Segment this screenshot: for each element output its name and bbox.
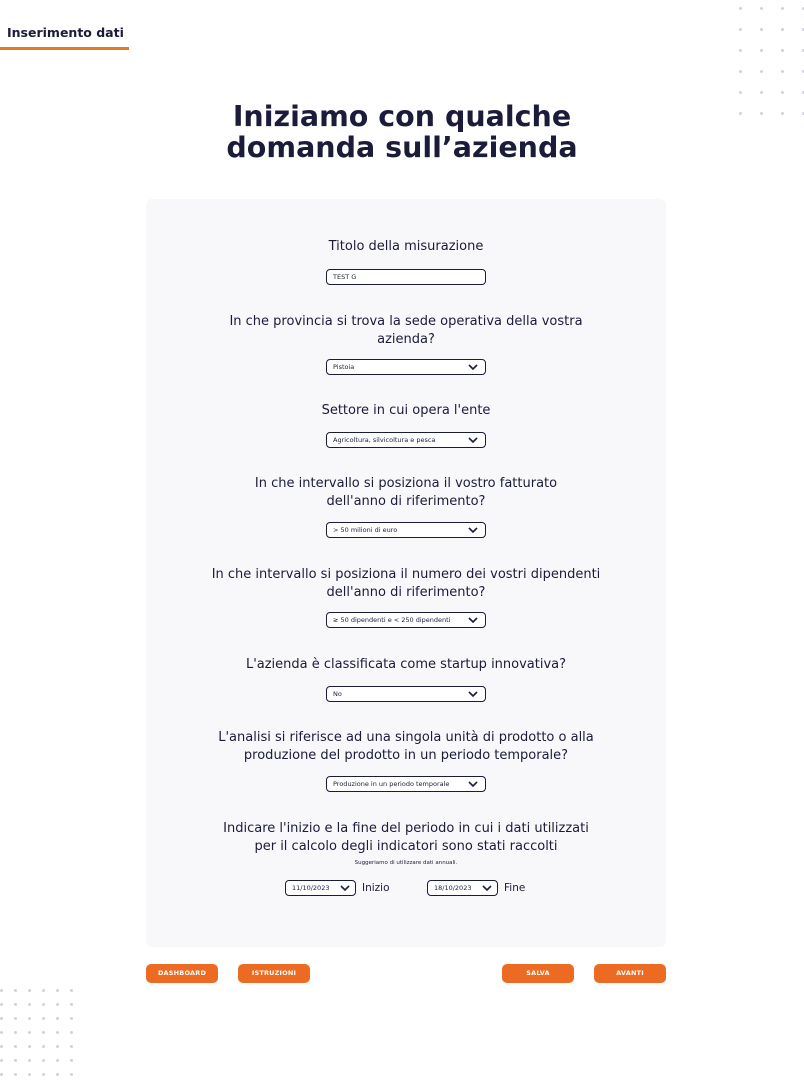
period-question: Indicare l'inizio e la fine del periodo in cui i dati utilizzati per il calcolo degli indicatori sono stati raccolti: [223, 821, 589, 854]
startup-select-value: No: [333, 690, 342, 698]
period-hint: Suggeriamo di utilizzare dati annuali.: [354, 860, 458, 866]
end-date-label: Fine: [504, 882, 526, 894]
tab-inserimento-dati[interactable]: Inserimento dati: [7, 25, 124, 40]
chevron-down-icon: [468, 781, 478, 787]
istruzioni-button[interactable]: ISTRUZIONI: [238, 964, 310, 983]
start-date-select[interactable]: [285, 880, 356, 896]
salva-button[interactable]: SALVA: [502, 964, 574, 983]
revenue-question: In che intervallo si posiziona il vostro fatturato dell'anno di riferimento?: [254, 476, 558, 509]
dashboard-button[interactable]: DASHBOARD: [146, 964, 218, 983]
province-question: In che provincia si trova la sede operativa della vostra azienda?: [229, 314, 583, 347]
start-date-value: 11/10/2023: [292, 884, 330, 892]
page-title-line2: domanda sull’azienda: [226, 131, 578, 164]
sector-select-value: Agricoltura, silvicoltura e pesca: [333, 436, 436, 444]
chevron-down-icon: [468, 527, 478, 533]
province-select[interactable]: [326, 359, 486, 375]
employees-select[interactable]: [326, 612, 486, 628]
avanti-button[interactable]: AVANTI: [594, 964, 666, 983]
title-question: Titolo della misurazione: [328, 239, 484, 254]
startup-select[interactable]: [326, 686, 486, 702]
startup-question: L'azienda è classificata come startup innovativa?: [245, 657, 567, 672]
page-title-line1: Iniziamo con qualche: [232, 100, 572, 133]
analysis-select[interactable]: [326, 776, 486, 792]
start-date-label: Inizio: [362, 882, 390, 894]
analysis-select-value: Produzione in un periodo temporale: [333, 780, 450, 788]
title-input-value: TEST G: [333, 273, 357, 281]
decorative-dot-grid-bottom: [0, 989, 73, 1076]
end-date-value: 18/10/2023: [434, 884, 472, 892]
revenue-select[interactable]: [326, 522, 486, 538]
sector-select[interactable]: [326, 432, 486, 448]
decorative-dot-grid-top: [739, 7, 804, 115]
employees-select-value: ≥ 50 dipendenti e < 250 dipendenti: [333, 616, 451, 624]
sector-question: Settore in cui opera l'ente: [321, 403, 491, 418]
chevron-down-icon: [340, 885, 350, 891]
employees-question: In che intervallo si posiziona il numero dei vostri dipendenti dell'anno di riferimento?: [211, 567, 601, 600]
chevron-down-icon: [468, 364, 478, 370]
chevron-down-icon: [468, 691, 478, 697]
chevron-down-icon: [468, 437, 478, 443]
analysis-question: L'analisi si riferisce ad una singola unità di prodotto o alla produzione del prodotto in un periodo temporale?: [218, 730, 594, 763]
province-select-value: Pistoia: [333, 363, 355, 371]
active-tab-indicator: [0, 47, 129, 50]
title-input[interactable]: [326, 269, 486, 285]
chevron-down-icon: [482, 885, 492, 891]
end-date-select[interactable]: [427, 880, 498, 896]
chevron-down-icon: [468, 617, 478, 623]
page-title: [0, 101, 804, 163]
revenue-select-value: > 50 milioni di euro: [333, 526, 398, 534]
